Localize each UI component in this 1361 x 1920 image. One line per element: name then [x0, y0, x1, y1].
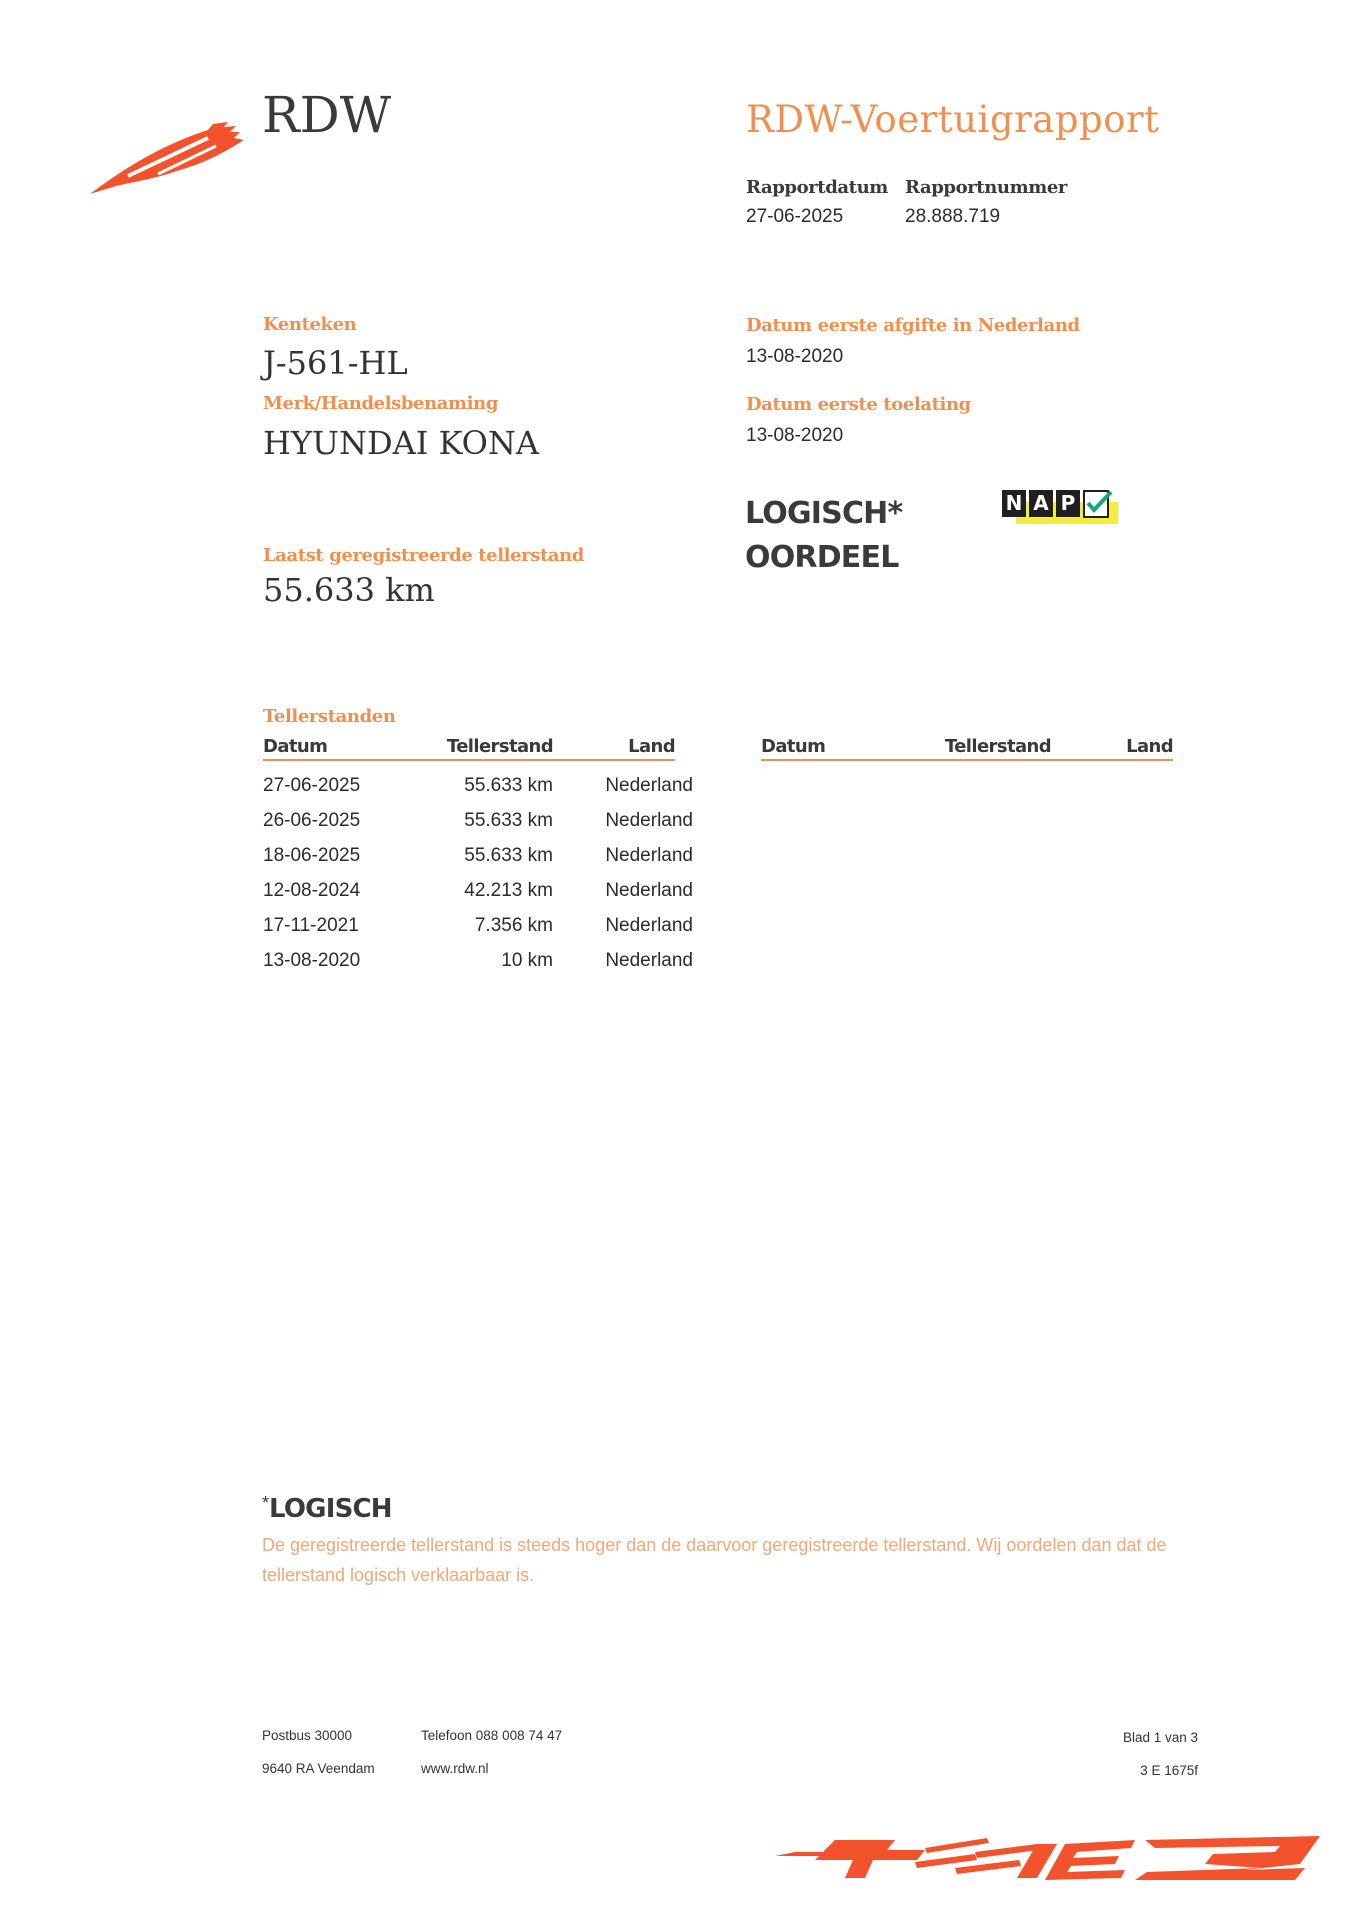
row-country: Nederland: [605, 809, 693, 831]
row-date: 18-06-2025: [263, 844, 361, 866]
first-issue-label: Datum eerste afgifte in Nederland: [746, 315, 1080, 336]
row-km: 10 km: [501, 949, 553, 971]
report-date-label: Rapportdatum: [746, 177, 888, 198]
report-date: 27-06-2025: [746, 206, 844, 227]
row-date: 12-08-2024: [263, 879, 361, 901]
row-km: 55.633 km: [464, 844, 553, 866]
nap-letter: P: [1056, 490, 1080, 517]
table-row: [263, 838, 693, 873]
first-admission-label: Datum eerste toelating: [746, 394, 971, 415]
table-row: [263, 908, 693, 943]
col-country-right: Land: [1126, 736, 1173, 757]
col-date: Datum: [263, 736, 328, 757]
row-km: 55.633 km: [464, 809, 553, 831]
report-number: 28.888.719: [905, 206, 1001, 227]
col-date-right: Datum: [761, 736, 826, 757]
check-icon: [1083, 490, 1113, 518]
footer-page: Blad 1 van 3: [1122, 1730, 1198, 1745]
row-country: Nederland: [605, 914, 693, 936]
odometer-value: 55.633 km: [263, 571, 435, 609]
note-heading: *LOGISCH: [262, 1493, 392, 1524]
report-title: RDW-Voertuigrapport: [746, 98, 1160, 141]
row-km: 7.356 km: [474, 914, 553, 936]
nap-letter: N: [1002, 490, 1026, 517]
first-issue-value: 13-08-2020: [746, 346, 844, 367]
col-km-right: Tellerstand: [944, 736, 1051, 757]
readings-section-label: Tellerstanden: [263, 706, 396, 727]
brand-label: Merk/Handelsbenaming: [263, 393, 499, 414]
col-km: Tellerstand: [446, 736, 553, 757]
decorative-stripes-icon: [775, 1834, 1330, 1884]
row-date: 17-11-2021: [263, 914, 359, 936]
footer-city: 9640 RA Veendam: [262, 1761, 375, 1776]
row-country: Nederland: [605, 844, 693, 866]
brand-value: HYUNDAI KONA: [263, 424, 539, 462]
table-row: [263, 873, 693, 908]
readings-table-header: [263, 736, 675, 761]
verdict-line2: OORDEEL: [745, 540, 899, 575]
row-date: 13-08-2020: [263, 949, 361, 971]
verdict: [745, 492, 902, 580]
note-heading-text: LOGISCH: [269, 1494, 392, 1524]
row-date: 26-06-2025: [263, 809, 361, 831]
verdict-line1: LOGISCH*: [745, 496, 903, 531]
footer-web[interactable]: www.rdw.nl: [421, 1761, 489, 1776]
logo-text: RDW: [262, 86, 392, 144]
nap-badge: [1002, 490, 1113, 518]
readings-table: [263, 768, 693, 978]
odometer-label: Laatst geregistreerde tellerstand: [263, 545, 584, 566]
col-country: Land: [628, 736, 675, 757]
table-row: [263, 803, 693, 838]
note-text: De geregistreerde tellerstand is steeds hoger dan de daarvoor geregistreerde tellerstand. Wij oordelen dan dat de tellerstand logisch verklaarbaar is.: [262, 1535, 1167, 1585]
table-row: [263, 768, 693, 803]
row-km: 55.633 km: [464, 774, 553, 796]
table-row: [263, 943, 693, 978]
row-country: Nederland: [605, 949, 693, 971]
first-admission-value: 13-08-2020: [746, 425, 844, 446]
plate-label: Kenteken: [263, 314, 357, 335]
rdw-logo-icon: [88, 118, 243, 198]
report-number-label: Rapportnummer: [905, 177, 1068, 198]
row-km: 42.213 km: [464, 879, 553, 901]
footer-postbus: Postbus 30000: [262, 1728, 353, 1743]
readings-table-header-right: [761, 736, 1173, 761]
plate-value: J-561-HL: [263, 344, 408, 382]
nap-letter: A: [1029, 490, 1053, 517]
footer-phone: Telefoon 088 008 74 47: [421, 1728, 563, 1743]
row-country: Nederland: [605, 879, 693, 901]
row-country: Nederland: [605, 774, 693, 796]
footer-code: 3 E 1675f: [1140, 1763, 1198, 1778]
row-date: 27-06-2025: [263, 774, 361, 796]
